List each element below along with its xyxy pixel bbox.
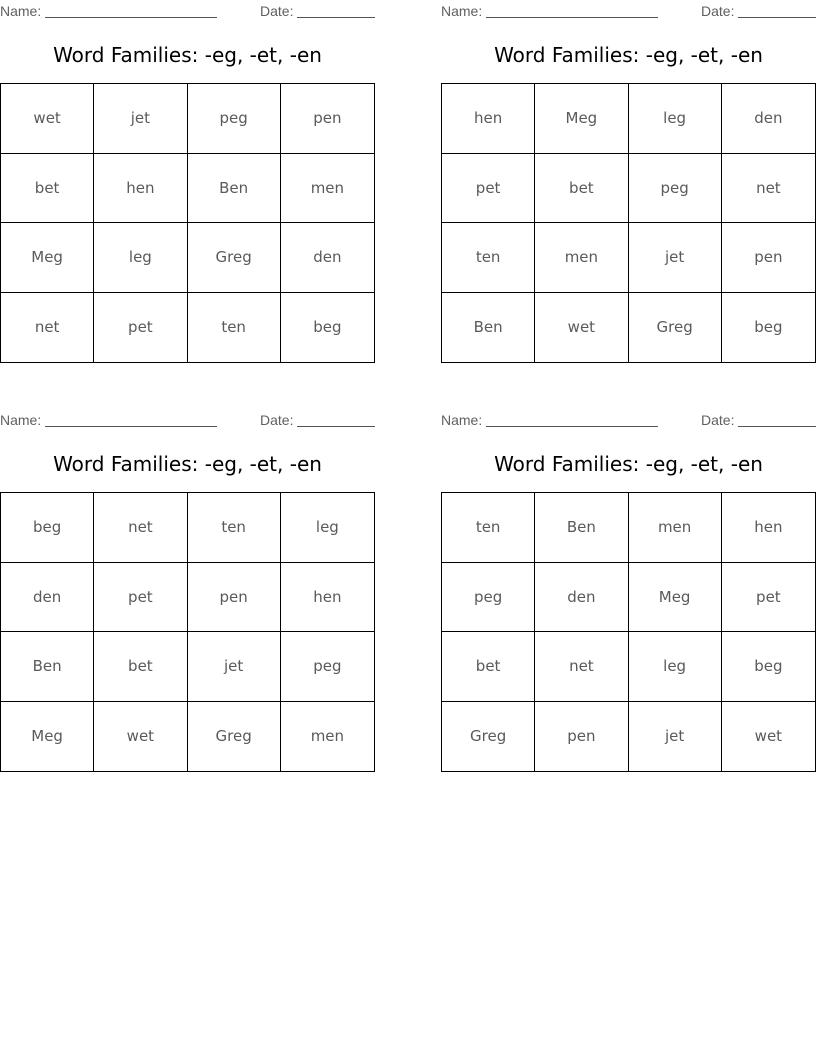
date-field-line[interactable] xyxy=(738,17,816,18)
word-cell: pet xyxy=(94,293,187,363)
word-grid xyxy=(441,83,816,363)
word-cell: men xyxy=(281,154,374,224)
word-cell: Greg xyxy=(629,293,722,363)
word-cell: pen xyxy=(535,702,628,772)
word-cell: peg xyxy=(629,154,722,224)
name-label: Name: xyxy=(441,3,483,19)
date-field-line[interactable] xyxy=(297,17,375,18)
word-cell: Ben xyxy=(535,493,628,563)
word-cell: leg xyxy=(629,84,722,154)
word-cell: bet xyxy=(535,154,628,224)
word-cell: beg xyxy=(313,318,342,337)
word-cell: beg xyxy=(754,318,783,337)
word-cell: hen xyxy=(722,493,815,563)
card-title: Word Families: -eg, -et, -en xyxy=(53,43,322,67)
name-label: Name: xyxy=(0,3,42,19)
word-cell: Greg xyxy=(188,702,281,772)
word-cell: wet xyxy=(94,702,187,772)
word-cell: jet xyxy=(629,702,722,772)
word-cell: Ben xyxy=(442,293,535,363)
word-cell: bet xyxy=(1,154,94,224)
word-cell: Meg xyxy=(1,702,94,772)
card-title: Word Families: -eg, -et, -en xyxy=(53,452,322,476)
name-field-line[interactable] xyxy=(45,17,217,18)
word-cell: beg xyxy=(1,493,94,563)
word-cell: net xyxy=(1,293,94,363)
name-date-row xyxy=(441,412,816,428)
word-cell: hen xyxy=(94,154,187,224)
word-cell: hen xyxy=(281,563,374,633)
name-label: Name: xyxy=(0,412,42,428)
card-title: Word Families: -eg, -et, -en xyxy=(494,452,763,476)
word-cell: pet xyxy=(94,563,187,633)
word-cell: Ben xyxy=(1,632,94,702)
word-grid xyxy=(0,83,375,363)
word-cell: Meg xyxy=(1,223,94,293)
word-cell: den xyxy=(281,223,374,293)
word-cell: bet xyxy=(442,632,535,702)
word-cell: men xyxy=(629,493,722,563)
word-cell: leg xyxy=(94,223,187,293)
word-cell: net xyxy=(535,632,628,702)
word-cell: den xyxy=(722,84,815,154)
bingo-card xyxy=(441,409,816,774)
date-field-line[interactable] xyxy=(738,426,816,427)
date-label: Date: xyxy=(260,3,294,19)
word-cell: jet xyxy=(188,632,281,702)
word-cell: ten xyxy=(442,223,535,293)
word-cell: Meg xyxy=(629,563,722,633)
date-label: Date: xyxy=(701,412,735,428)
bingo-card xyxy=(441,0,816,365)
word-cell: jet xyxy=(629,223,722,293)
word-cell: net xyxy=(94,493,187,563)
word-cell: ten xyxy=(442,493,535,563)
word-cell: den xyxy=(535,563,628,633)
word-cell: ten xyxy=(188,493,281,563)
word-grid xyxy=(0,492,375,772)
word-cell: Greg xyxy=(188,223,281,293)
name-field-line[interactable] xyxy=(45,426,217,427)
word-cell: net xyxy=(722,154,815,224)
word-cell: hen xyxy=(442,84,535,154)
word-cell: pen xyxy=(722,223,815,293)
date-label: Date: xyxy=(260,412,294,428)
word-cell: leg xyxy=(281,493,374,563)
word-cell: leg xyxy=(629,632,722,702)
word-cell: ten xyxy=(188,293,281,363)
name-date-row xyxy=(441,3,816,19)
word-cell: pen xyxy=(188,563,281,633)
date-field-line[interactable] xyxy=(297,426,375,427)
word-cell: men xyxy=(535,223,628,293)
word-cell: wet xyxy=(1,84,94,154)
word-cell: Meg xyxy=(535,84,628,154)
card-title: Word Families: -eg, -et, -en xyxy=(494,43,763,67)
word-cell: peg xyxy=(188,84,281,154)
bingo-card xyxy=(0,0,375,365)
word-cell: pet xyxy=(722,563,815,633)
word-cell: jet xyxy=(94,84,187,154)
word-cell: Greg xyxy=(442,702,535,772)
name-label: Name: xyxy=(441,412,483,428)
word-cell: pet xyxy=(442,154,535,224)
name-date-row xyxy=(0,412,375,428)
word-cell: den xyxy=(1,563,94,633)
bingo-card xyxy=(0,409,375,774)
word-cell: Ben xyxy=(188,154,281,224)
word-cell: bet xyxy=(94,632,187,702)
word-cell: men xyxy=(310,727,345,746)
word-cell: pen xyxy=(281,84,374,154)
word-cell: wet xyxy=(535,293,628,363)
word-grid xyxy=(441,492,816,772)
word-cell: peg xyxy=(442,563,535,633)
word-cell: wet xyxy=(754,727,783,746)
word-cell: peg xyxy=(281,632,374,702)
name-field-line[interactable] xyxy=(486,426,658,427)
date-label: Date: xyxy=(701,3,735,19)
name-date-row xyxy=(0,3,375,19)
name-field-line[interactable] xyxy=(486,17,658,18)
word-cell: beg xyxy=(722,632,815,702)
